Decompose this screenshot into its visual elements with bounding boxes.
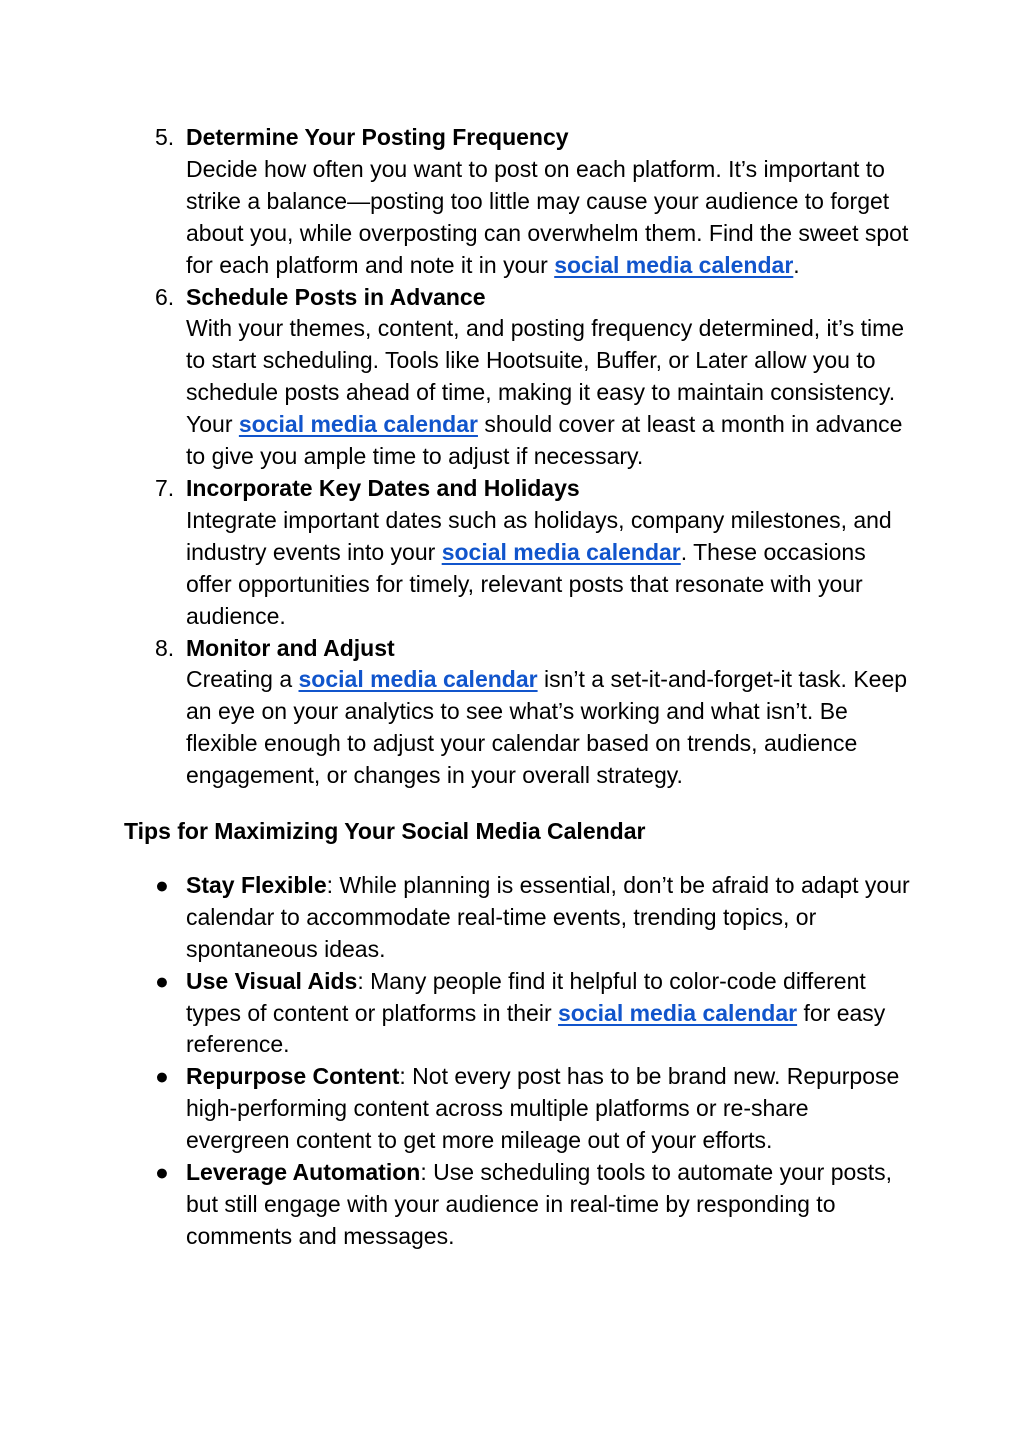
step-text-after: isn’t a set-it-and-forget-it task. Keep an eye on your analytics to see what’s working and what isn’t. Be flexible enough to adjust your calendar based on trends, audience engagement, or changes in your overall strategy.: [186, 666, 908, 789]
bullet-icon: ●: [155, 967, 169, 994]
step-text-after: should cover at least a month in advance to give you ample time to adjust if necessary.: [186, 411, 903, 470]
tip-text: : While planning is essential, don’t be afraid to adapt your calendar to accommodate real-time events, trending topics, or spontaneous ideas.: [186, 871, 910, 962]
step-number: 5.: [155, 124, 175, 150]
tip-term: Stay Flexible: [186, 871, 327, 898]
list-item-tip-stay-flexible: [124, 870, 914, 966]
tip-text: : Many people find it helpful to color-code different types of content or platforms in their: [186, 967, 866, 1026]
tip-text: : Use scheduling tools to automate your posts, but still engage with your audience in real-time by responding to comments and messages.: [186, 1159, 893, 1249]
step-title: Monitor and Adjust: [186, 634, 395, 661]
step-text-after: .: [793, 251, 800, 278]
step-number: 8.: [155, 634, 175, 661]
step-title: Determine Your Posting Frequency: [186, 124, 569, 150]
tip-term: Use Visual Aids: [186, 967, 358, 994]
social-media-calendar-link[interactable]: social media calendar: [554, 251, 794, 278]
step-number: 7.: [155, 474, 175, 501]
list-item-tip-leverage-automation: [124, 1157, 914, 1253]
tip-text-after: for easy reference.: [186, 999, 886, 1058]
tips-list: [124, 870, 914, 1253]
step-number: 6.: [155, 283, 175, 310]
social-media-calendar-link[interactable]: social media calendar: [298, 666, 538, 693]
bullet-icon: ●: [155, 1063, 169, 1090]
step-text: With your themes, content, and posting frequency determined, it’s time to start scheduling. Tools like Hootsuite, Buffer, or Later allow you to schedule posts ahead of time, making it easy to maintain consistency. Your: [186, 315, 905, 438]
step-text: Integrate important dates such as holidays, company milestones, and industry events into your: [186, 506, 892, 565]
document-content: [124, 122, 914, 1253]
step-text: Creating a: [186, 666, 299, 693]
step-text: Decide how often you want to post on each platform. It’s important to strike a balance—posting too little may cause your audience to forget about you, while overposting can overwhelm them. Find the sweet spot for each platform and note it in your: [186, 155, 909, 278]
social-media-calendar-link[interactable]: social media calendar: [558, 999, 798, 1026]
tip-term: Repurpose Content: [186, 1063, 400, 1090]
section-title: Tips for Maximizing Your Social Media Calendar: [124, 818, 646, 845]
bullet-icon: ●: [155, 871, 169, 898]
tip-term: Leverage Automation: [186, 1159, 421, 1186]
social-media-calendar-link[interactable]: social media calendar: [238, 411, 478, 438]
list-item-step-8: [124, 633, 914, 793]
list-item-step-7: [124, 473, 914, 633]
tip-text: : Not every post has to be brand new. Repurpose high-performing content across multiple platforms or re-share evergreen content to get more mileage out of your efforts.: [186, 1063, 900, 1154]
step-text-after: . These occasions offer opportunities for timely, relevant posts that resonate with your audience.: [186, 538, 866, 629]
step-title: Schedule Posts in Advance: [186, 283, 486, 310]
list-item-tip-use-visual-aids: [124, 966, 914, 1062]
list-item-step-6: [124, 282, 914, 473]
steps-list: [124, 122, 914, 792]
social-media-calendar-link[interactable]: social media calendar: [441, 538, 681, 565]
bullet-icon: ●: [155, 1159, 169, 1186]
list-item-step-5: [124, 122, 914, 282]
step-title: Incorporate Key Dates and Holidays: [186, 474, 580, 501]
list-item-tip-repurpose-content: [124, 1061, 914, 1157]
